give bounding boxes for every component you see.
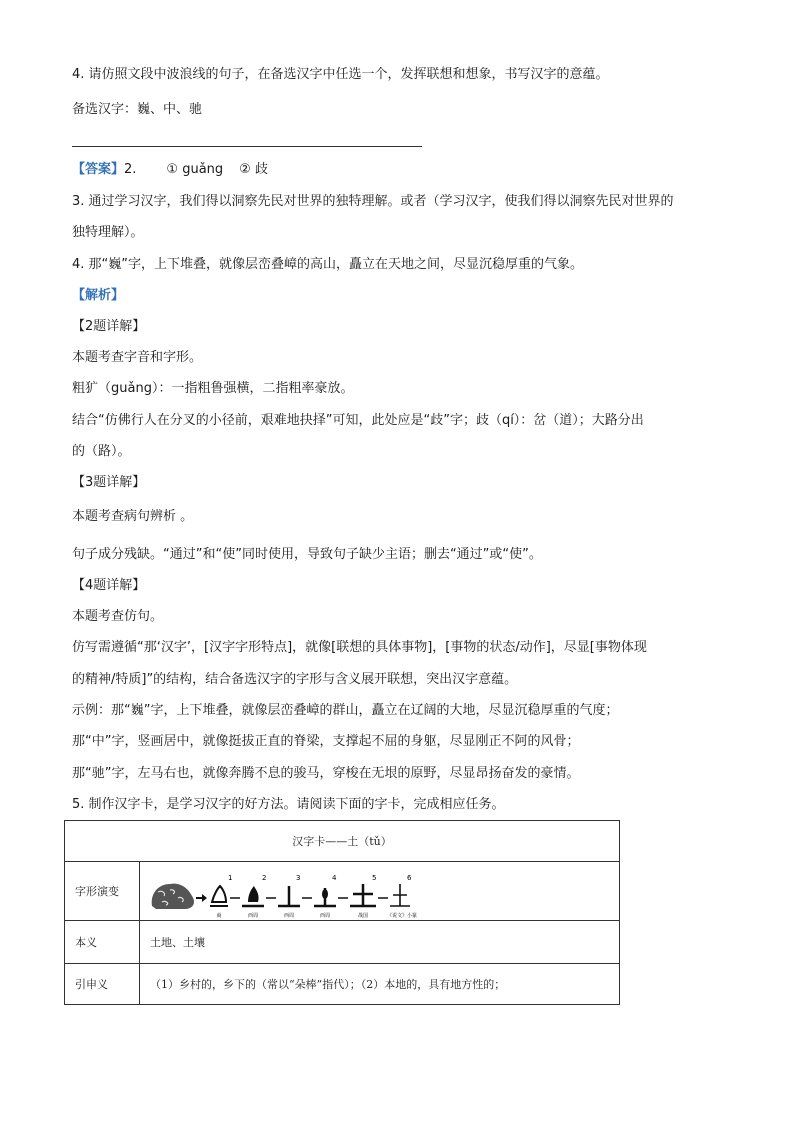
s2-line-4: 的（路）。 [72, 444, 131, 459]
glyph-3 [278, 886, 300, 906]
evo-number-6: 6 [407, 874, 412, 882]
answer-num: 2. [124, 162, 137, 177]
rock-picture [152, 884, 194, 909]
s2-line-2: 粗犷（guǎng）：一指粗鲁强横，二指粗率豪放。 [72, 381, 354, 396]
evo-number-2: 2 [262, 874, 267, 882]
evo-number-4: 4 [332, 874, 337, 882]
s4-line-1: 本题考查仿句。 [72, 609, 164, 624]
ben-label: 本义 [65, 921, 140, 964]
glyph-6 [390, 884, 410, 906]
s2-line-3: 结合“仿佛行人在分叉的小径前，艰难地抉择”可知，此处应是“歧”字；歧（qí）：岔（道）；大路分出 [72, 413, 644, 428]
card-title: 汉字卡——土（tǔ） [65, 821, 620, 862]
evo-era-1: 商 [216, 913, 222, 919]
evo-number-5: 5 [372, 874, 377, 882]
answer-item-a: ① guǎng [166, 162, 224, 177]
s4-line-2: 仿写需遵循“那‘汉字’，[汉字字形特点]，就像[联想的具体事物]，[事物的状态/动作]，尽显[事物体现 [72, 640, 647, 655]
evo-era-2: 西周 [247, 913, 259, 919]
s4-line-3: 的精神/特质]”的结构，结合备选汉字的字形与含义展开联想，突出汉字意蕴。 [72, 672, 518, 687]
evo-era-3: 西周 [283, 913, 295, 919]
evo-era-4: 西周 [319, 913, 331, 919]
evo-era-5: 战国 [357, 913, 369, 919]
ben-value: 土地、土壤 [140, 921, 620, 964]
hanzi-card [64, 820, 620, 1005]
evo-number-1: 1 [228, 874, 233, 882]
answer-line-2: 3. 通过学习汉字，我们得以洞察先民对世界的独特理解。或者（学习汉字，使我们得以洞察先民对世界的 [72, 194, 674, 209]
analysis-tag: 【解析】 [72, 288, 125, 303]
evo-era-6: 《说文》小篆 [386, 913, 418, 919]
answer-line-3: 独特理解）。 [72, 225, 144, 240]
evo-number-3: 3 [296, 874, 301, 882]
s3-line-2: 句子成分残缺。“通过”和“使”同时使用，导致句子缺少主语；删去“通过”或“使”。 [72, 547, 542, 562]
answer-tag: 【答案】 [72, 162, 125, 177]
s3-line-1: 本题考查病句辨析 。 [72, 509, 194, 524]
answer-blank-line [72, 146, 422, 147]
s4-line-6: 那“驰”字，左马右也，就像奔腾不息的骏马，穿梭在无垠的原野，尽显昂扬奋发的豪情。 [72, 766, 580, 781]
yin-label: 引申义 [65, 964, 140, 1005]
evo-figure [140, 862, 619, 920]
s3-heading: 【3题详解】 [72, 475, 146, 490]
answer-line-1 [72, 161, 268, 179]
s4-line-5: 那“中”字，竖画居中，就像挺拔正直的脊梁，支撑起不屈的身躯，尽显刚正不阿的风骨； [72, 734, 580, 749]
yin-value: （1）乡村的，乡下的（常以“朵棒”指代）；（2）本地的，具有地方性的； [140, 964, 620, 1005]
s2-heading: 【2题详解】 [72, 319, 146, 334]
glyph-5 [350, 884, 376, 906]
s4-heading: 【4题详解】 [72, 578, 146, 593]
answer-item-b: ② 歧 [239, 162, 268, 177]
evo-label: 字形演变 [65, 862, 140, 921]
q4-prompt: 4. 请仿照文段中波浪线的句子，在备选汉字中任选一个，发挥联想和想象，书写汉字的意蕴。 [72, 67, 609, 82]
glyph-evolution-drawing [140, 862, 620, 920]
q4-options: 备选汉字：巍、中、驰 [72, 102, 203, 117]
evo-cell [140, 862, 620, 921]
s4-line-4: 示例：那“巍”字，上下堆叠，就像层峦叠嶂的群山，矗立在辽阔的大地，尽显沉稳厚重的气度； [72, 703, 619, 718]
q5-prompt: 5. 制作汉字卡，是学习汉字的好方法。请阅读下面的字卡，完成相应任务。 [72, 797, 505, 812]
s2-line-1: 本题考查字音和字形。 [72, 350, 203, 365]
answer-line-4: 4. 那“巍”字，上下堆叠，就像层峦叠嶂的高山，矗立在天地之间，尽显沉稳厚重的气象。 [72, 257, 584, 272]
